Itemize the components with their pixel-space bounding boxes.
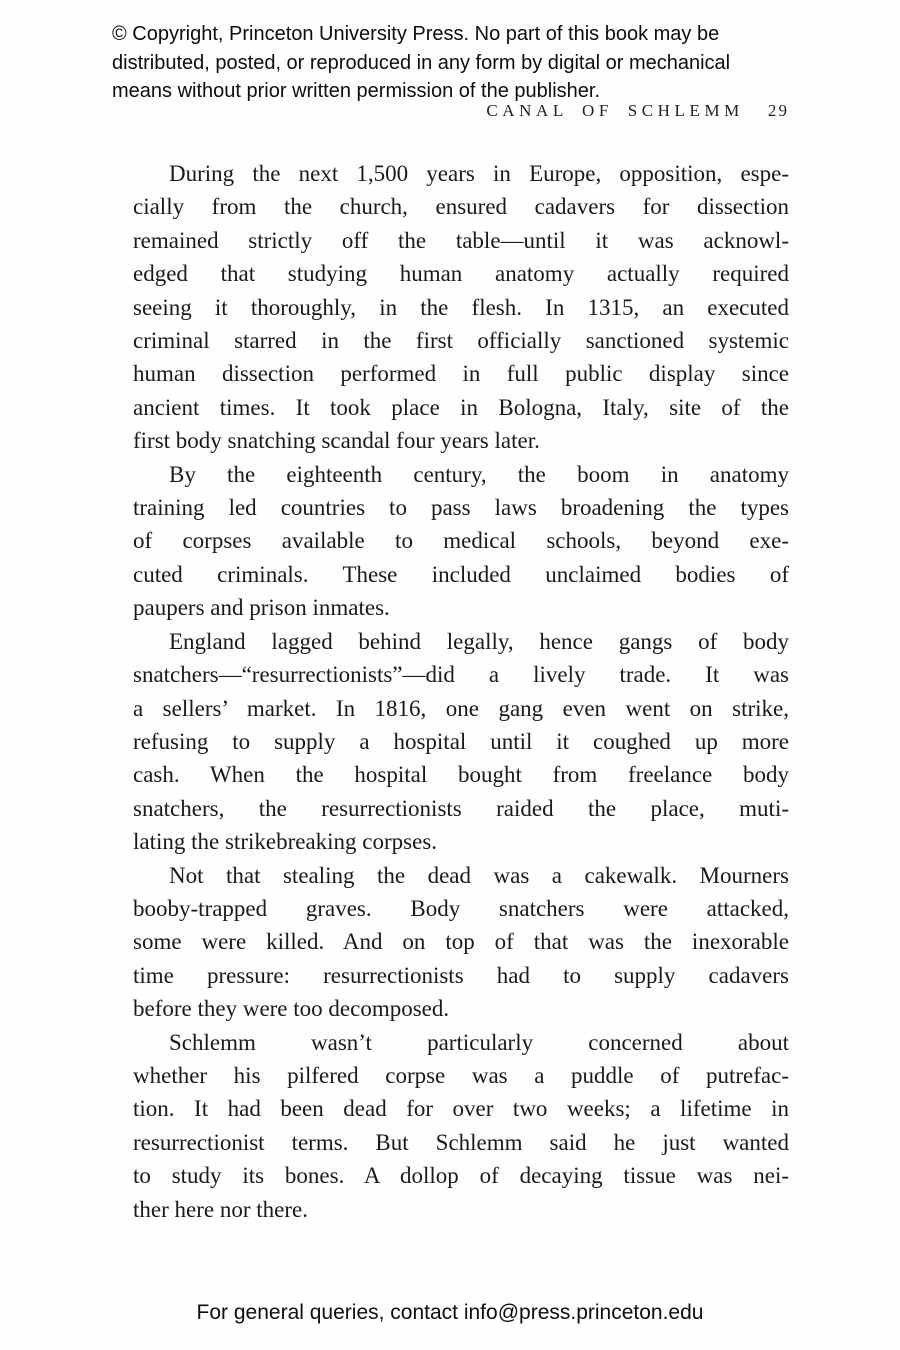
page-number: 29 bbox=[767, 101, 789, 120]
text-line: before they were too decomposed. bbox=[133, 996, 450, 1022]
text-line: remained strictly off the table—until it was acknowl- bbox=[133, 227, 789, 253]
running-header bbox=[133, 101, 789, 121]
paragraph-1 bbox=[133, 157, 789, 458]
text-line: resurrectionist terms. But Schlemm said he just wanted bbox=[133, 1129, 789, 1155]
text-line: © Copyright, Princeton University Press. No part of this book may be bbox=[112, 23, 720, 45]
text-line: By the eighteenth century, the boom in anatomy bbox=[169, 461, 789, 487]
text-line: Not that stealing the dead was a cakewalk. Mourners bbox=[169, 862, 789, 888]
text-line: criminal starred in the first officially sanctioned systemic bbox=[133, 328, 789, 354]
copyright-notice bbox=[112, 20, 802, 106]
text-line: human dissection performed in full public display since bbox=[133, 361, 789, 387]
text-line: ancient times. It took place in Bologna, Italy, site of the bbox=[133, 394, 789, 420]
text-line: of corpses available to medical schools, beyond exe- bbox=[133, 528, 789, 554]
text-line: During the next 1,500 years in Europe, opposition, espe- bbox=[169, 161, 789, 186]
footer-contact-text: For general queries, contact info@press.princeton.edu bbox=[196, 1301, 704, 1324]
paragraph-5 bbox=[133, 1026, 789, 1226]
text-line: distributed, posted, or reproduced in any form by digital or mechanical bbox=[112, 51, 731, 74]
text-line: paupers and prison inmates. bbox=[133, 595, 390, 621]
text-line: snatchers, the resurrectionists raided the place, muti- bbox=[133, 795, 789, 821]
chapter-title: CANAL OF SCHLEMM bbox=[486, 101, 744, 120]
text-line: some were killed. And on top of that was the inexorable bbox=[133, 929, 789, 955]
text-line: means without prior written permission of the publisher. bbox=[112, 80, 601, 102]
text-line: training led countries to pass laws broadening the types bbox=[133, 495, 789, 521]
text-line: refusing to supply a hospital until it coughed up more bbox=[133, 728, 789, 754]
text-line: first body snatching scandal four years later. bbox=[133, 428, 540, 454]
text-line: ther here nor there. bbox=[133, 1196, 308, 1222]
text-line: England lagged behind legally, hence gangs of body bbox=[169, 628, 789, 654]
paragraph-2 bbox=[133, 458, 789, 625]
page-footer bbox=[0, 1301, 900, 1325]
text-line: cially from the church, ensured cadavers for dissection bbox=[133, 194, 789, 220]
text-line: whether his pilfered corpse was a puddle of putrefac- bbox=[133, 1062, 789, 1088]
text-line: a sellers’ market. In 1816, one gang even went on strike, bbox=[133, 695, 789, 721]
paragraph-3 bbox=[133, 625, 789, 859]
text-line: snatchers—“resurrectionists”—did a lively trade. It was bbox=[133, 662, 789, 688]
text-line: to study its bones. A dollop of decaying tissue was nei- bbox=[133, 1163, 789, 1189]
text-line: time pressure: resurrectionists had to supply cadavers bbox=[133, 962, 789, 988]
text-line: cash. When the hospital bought from freelance body bbox=[133, 762, 789, 788]
text-line: tion. It had been dead for over two weeks; a lifetime in bbox=[133, 1096, 789, 1122]
text-line: lating the strikebreaking corpses. bbox=[133, 829, 438, 855]
paragraph-4 bbox=[133, 859, 789, 1026]
text-line: booby-trapped graves. Body snatchers were attacked, bbox=[133, 895, 789, 921]
body-text bbox=[133, 157, 789, 1226]
text-line: seeing it thoroughly, in the flesh. In 1315, an executed bbox=[133, 294, 789, 320]
text-line: edged that studying human anatomy actually required bbox=[133, 261, 789, 287]
text-line: cuted criminals. These included unclaimed bodies of bbox=[133, 561, 789, 587]
text-line: Schlemm wasn’t particularly concerned about bbox=[169, 1029, 789, 1055]
